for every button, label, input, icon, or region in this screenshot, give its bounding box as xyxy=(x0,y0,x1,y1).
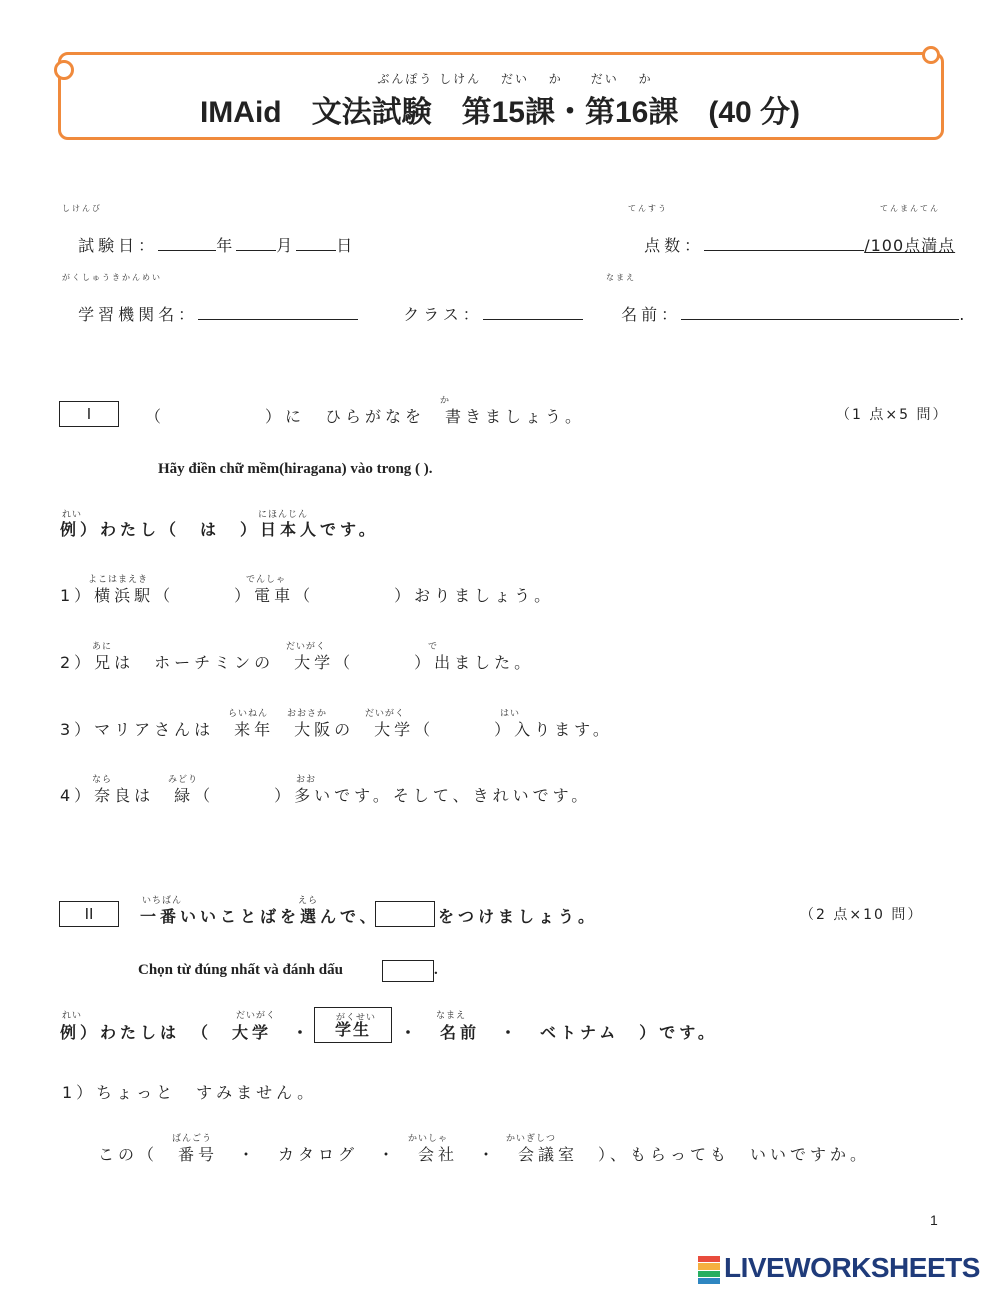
date-row xyxy=(60,214,356,256)
score-max: /100点満点 xyxy=(864,236,956,255)
section-2-ruby-b: えら xyxy=(298,896,319,906)
section-2-number: II xyxy=(59,901,119,927)
ex1-ruby-rei: れい xyxy=(62,510,83,520)
year-field[interactable] xyxy=(158,234,216,251)
s2q1-ruby-c: かいぎしつ xyxy=(506,1134,557,1144)
q4-ruby-b: みどり xyxy=(168,775,199,785)
name-label: 名前： xyxy=(621,305,682,324)
date-ruby: しけんび xyxy=(62,204,102,213)
ex2-ruby-namae: なまえ xyxy=(436,1011,467,1021)
score-row xyxy=(626,214,955,256)
ex2-ruby-gakusei: がくせい xyxy=(336,1013,377,1023)
section-1-q4: 4）奈良は 緑（ ）多いです。そして、きれいです。 xyxy=(60,786,592,805)
inst-row xyxy=(60,283,358,325)
section-1-q2: 2）兄は ホーチミンの 大学（ ）出ました。 xyxy=(60,653,535,672)
day-label: 日 xyxy=(336,236,357,255)
q2-ruby-b: だいがく xyxy=(286,642,327,652)
section-1-instruction: （ ）に ひらがなを 書きましょう。 xyxy=(145,407,586,426)
date-label: 試験日： xyxy=(78,236,159,255)
month-field[interactable] xyxy=(236,234,276,251)
q1-ruby-a: よこはまえき xyxy=(88,575,149,585)
q3-ruby-b: おおさか xyxy=(287,709,328,719)
section-1-q3: 3）マリアさんは 来年 大阪の 大学（ ）入ります。 xyxy=(60,720,613,739)
name-ruby: なまえ xyxy=(606,273,636,282)
ex1-ruby-nihon: にほんじん xyxy=(258,510,309,520)
class-row xyxy=(385,283,583,325)
class-field[interactable] xyxy=(483,303,583,320)
section-2-viet-end: . xyxy=(434,962,438,978)
section-2-example-a: 例）わたしは （ 大学 ・ xyxy=(60,1023,313,1042)
inst-label: 学習機関名： xyxy=(78,305,199,324)
q2-ruby-c: で xyxy=(428,642,439,652)
section-2-q1-options: この（ 番号 ・ カタログ ・ 会社 ・ 会議室 ）、もらっても いいですか。 xyxy=(98,1145,871,1164)
inst-ruby: がくしゅうきかんめい xyxy=(62,273,162,282)
day-field[interactable] xyxy=(296,234,336,251)
s2q1-ruby-b: かいしゃ xyxy=(408,1134,449,1144)
score-max-ruby: てんまんてん xyxy=(880,204,940,213)
section-2-example-b: ・ 名前 ・ ベトナム ）です。 xyxy=(400,1023,718,1042)
s2q1-ruby-a: ばんごう xyxy=(172,1134,213,1144)
class-label: クラス： xyxy=(403,305,483,324)
section-2-viet: Chọn từ đúng nhất và đánh dấu xyxy=(138,962,343,978)
kaku-ruby: か xyxy=(440,396,451,406)
title-ruby: ぶんぽう しけん だい か だい か xyxy=(377,72,653,86)
section-2-points: （2 点×10 問） xyxy=(800,907,924,923)
name-end: . xyxy=(959,305,969,324)
section-2-ruby-a: いちばん xyxy=(142,896,183,906)
ex2-ruby-rei: れい xyxy=(62,1011,83,1021)
mark-box-viet xyxy=(382,960,434,982)
q3-ruby-c: だいがく xyxy=(365,709,406,719)
year-label: 年 xyxy=(216,236,237,255)
section-1-viet: Hãy điền chữ mềm(hiragana) vào trong ( ). xyxy=(158,461,433,477)
ex2-ruby-daigaku: だいがく xyxy=(236,1011,277,1021)
q4-ruby-a: なら xyxy=(92,775,113,785)
q3-ruby-a: らいねん xyxy=(228,709,269,719)
liveworksheets-logo-icon xyxy=(698,1256,720,1284)
section-2-instruction-b: をつけましょう。 xyxy=(438,907,599,926)
q3-ruby-d: はい xyxy=(500,709,521,719)
score-label: 点数： xyxy=(644,236,705,255)
section-1-number: I xyxy=(59,401,119,427)
q2-ruby-a: あに xyxy=(92,642,113,652)
scroll-curl-right xyxy=(922,46,940,64)
section-2-instruction-a: 一番いいことばを選んで、 xyxy=(140,907,380,926)
score-ruby: てんすう xyxy=(628,204,668,213)
inst-field[interactable] xyxy=(198,303,358,320)
title-text: IMAid 文法試験 第15課・第16課 (40 分) xyxy=(199,96,801,129)
section-2-q1: 1）ちょっと すみません。 xyxy=(62,1083,318,1102)
page-number: 1 xyxy=(930,1212,938,1228)
name-field[interactable] xyxy=(681,303,959,320)
section-1-example: 例）わたし（ は ）日本人です。 xyxy=(60,520,379,539)
month-label: 月 xyxy=(276,236,297,255)
score-field[interactable] xyxy=(704,234,864,251)
section-1-q1: 1）横浜駅（ ）電車（ ）おりましょう。 xyxy=(60,586,555,605)
q1-ruby-b: でんしゃ xyxy=(246,575,287,585)
q4-ruby-c: おお xyxy=(296,775,317,785)
liveworksheets-logo[interactable]: LIVEWORKSHEETS xyxy=(724,1252,980,1283)
name-row xyxy=(603,283,968,325)
mark-box-sample xyxy=(375,901,435,927)
section-1-points: （1 点×5 問） xyxy=(836,407,949,423)
page-title xyxy=(60,70,940,131)
example-answer-box: 学生 xyxy=(314,1007,392,1043)
